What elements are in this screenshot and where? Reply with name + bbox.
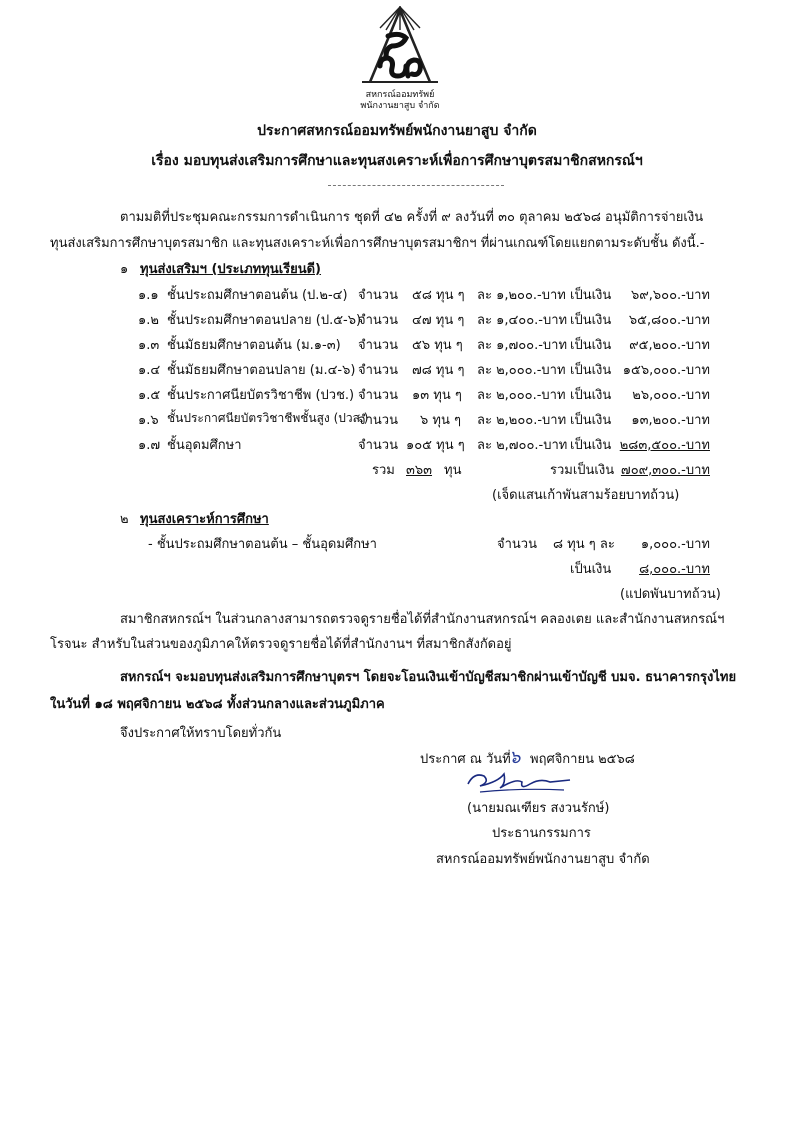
row-total: ๑๓,๒๐๐.-บาท [631, 413, 710, 428]
signer-position: ประธานกรรมการ [492, 826, 591, 841]
row-qty-label: จำนวน [358, 388, 398, 403]
signer-org: สหกรณ์ออมทรัพย์พนักงานยาสูบ จำกัด [436, 852, 650, 867]
s2-rate: ๑,๐๐๐.-บาท [640, 537, 710, 552]
row-level: ชั้นอุดมศึกษา [167, 438, 242, 453]
row-no: ๑.๕ [138, 388, 161, 403]
row-qty: ๕๘ ทุน ๆ [412, 288, 465, 303]
section2-number: ๒ [120, 512, 129, 527]
s2-level: - ชั้นประถมศึกษาตอนต้น – ชั้นอุดมศึกษา [148, 537, 377, 552]
announce-date-rest: พฤศจิกายน ๒๕๖๘ [530, 752, 635, 767]
row-level: ชั้นประกาศนียบัตรวิชาชีพ (ปวช.) [167, 388, 355, 403]
row-no: ๑.๑ [138, 288, 159, 303]
section1-title: ทุนส่งเสริมฯ (ประเภททุนเรียนดี) [140, 262, 322, 277]
signer-name: (นายมณเฑียร สงวนรักษ์) [467, 801, 610, 816]
row-total: ๙๕,๒๐๐.-บาท [629, 338, 710, 353]
s2-qty-label: จำนวน [497, 537, 537, 552]
announce-date-prefix: ประกาศ ณ วันที่ [420, 752, 511, 767]
sum-total-label: รวมเป็นเงิน [550, 463, 615, 478]
para3-line2: ในวันที่ ๑๘ พฤศจิกายน ๒๕๖๘ ทั้งส่วนกลางและส่วนภูมิภาค [50, 697, 385, 712]
sum-total: ๗๐๙,๓๐๐.-บาท [620, 463, 710, 478]
intro-line2: ทุนส่งเสริมการศึกษาบุตรสมาชิก และทุนสงเคราะห์เพื่อการศึกษาบุตรสมาชิกฯ ที่ผ่านเกณฑ์โดยแยกตามระดับชั้น ดังนี้.- [50, 236, 705, 251]
row-no: ๑.๖ [138, 413, 159, 428]
logo-emblem-icon [340, 4, 460, 86]
row-rate: ละ ๒,๒๐๐.-บาท [477, 413, 567, 428]
row-no: ๑.๔ [138, 363, 161, 378]
row-level: ชั้นมัธยมศึกษาตอนปลาย (ม.๔-๖) [167, 363, 356, 378]
sum-label: รวม [372, 463, 395, 478]
row-no: ๑.๗ [138, 438, 161, 453]
announce-date-day: ๖ [509, 747, 521, 768]
intro-line1: ตามมติที่ประชุมคณะกรรมการดำเนินการ ชุดที่ ๔๒ ครั้งที่ ๙ ลงวันที่ ๓๐ ตุลาคม ๒๕๖๘ อนุมัติการจ่ายเงิน [120, 210, 704, 225]
row-total-label: เป็นเงิน [570, 363, 612, 378]
cooperative-logo [340, 4, 460, 111]
row-total-label: เป็นเงิน [570, 338, 612, 353]
row-rate: ละ ๑,๗๐๐.-บาท [477, 338, 568, 353]
row-rate: ละ ๑,๔๐๐.-บาท [477, 313, 568, 328]
subject-line: เรื่อง มอบทุนส่งเสริมการศึกษาและทุนสงเคราะห์เพื่อการศึกษาบุตรสมาชิกสหกรณ์ฯ [151, 153, 643, 169]
row-qty-label: จำนวน [358, 313, 398, 328]
row-rate: ละ ๒,๗๐๐.-บาท [477, 438, 568, 453]
row-no: ๑.๓ [138, 338, 160, 353]
s2-words: (แปดพันบาทถ้วน) [620, 587, 721, 602]
row-total: ๑๕๖,๐๐๐.-บาท [622, 363, 710, 378]
row-total-label: เป็นเงิน [570, 288, 612, 303]
section1-number: ๑ [120, 262, 129, 277]
row-qty: ๗๘ ทุน ๆ [412, 363, 465, 378]
row-total: ๒๘๓,๕๐๐.-บาท [619, 438, 710, 453]
para2-line1: สมาชิกสหกรณ์ฯ ในส่วนกลางสามารถตรวจดูรายชื่อได้ที่สำนักงานสหกรณ์ฯ คลองเตย และสำนักงานสหกรณ์ฯ [120, 612, 725, 627]
row-qty-label: จำนวน [358, 338, 398, 353]
row-qty: ๔๗ ทุน ๆ [412, 313, 465, 328]
s2-qty: ๘ ทุน ๆ ละ [553, 537, 615, 552]
row-qty-label: จำนวน [358, 413, 398, 428]
row-qty: ๖ ทุน ๆ [420, 413, 461, 428]
para3-line1: สหกรณ์ฯ จะมอบทุนส่งเสริมการศึกษาบุตรฯ โดยจะโอนเงินเข้าบัญชีสมาชิกผ่านเข้าบัญชี บมจ. ธนาคารกรุงไทย [120, 670, 737, 685]
row-level: ชั้นประกาศนียบัตรวิชาชีพชั้นสูง (ปวส.) [167, 411, 369, 425]
logo-org-line2: พนักงานยาสูบ จำกัด [360, 101, 440, 111]
page-title: ประกาศสหกรณ์ออมทรัพย์พนักงานยาสูบ จำกัด [257, 123, 537, 139]
section2-title: ทุนสงเคราะห์การศึกษา [140, 512, 269, 527]
para2-line2: โรจนะ สำหรับในส่วนของภูมิภาคให้ตรวจดูรายชื่อได้ที่สำนักงานฯ ที่สมาชิกสังกัดอยู่ [50, 637, 512, 652]
closing-line: จึงประกาศให้ทราบโดยทั่วกัน [120, 726, 282, 741]
sum-qty: ๓๖๓ [406, 463, 433, 478]
row-total-label: เป็นเงิน [570, 438, 612, 453]
sum-qty-unit: ทุน [444, 463, 462, 478]
s2-total: ๘,๐๐๐.-บาท [639, 562, 710, 577]
row-total: ๖๙,๖๐๐.-บาท [631, 288, 710, 303]
row-qty-label: จำนวน [358, 363, 398, 378]
sum-words: (เจ็ดแสนเก้าพันสามร้อยบาทถ้วน) [492, 488, 680, 503]
row-qty: ๑๐๕ ทุน ๆ [406, 438, 465, 453]
row-level: ชั้นประถมศึกษาตอนต้น (ป.๒-๔) [167, 288, 348, 303]
row-level: ชั้นประถมศึกษาตอนปลาย (ป.๕-๖) [167, 313, 362, 328]
row-qty: ๑๓ ทุน ๆ [412, 388, 462, 403]
handwritten-signature [460, 764, 580, 798]
row-rate: ละ ๒,๐๐๐.-บาท [477, 363, 566, 378]
row-no: ๑.๒ [138, 313, 159, 328]
row-qty-label: จำนวน [358, 288, 398, 303]
row-qty-label: จำนวน [358, 438, 398, 453]
row-total: ๒๖,๐๐๐.-บาท [632, 388, 710, 403]
row-rate: ละ ๒,๐๐๐.-บาท [477, 388, 566, 403]
row-total-label: เป็นเงิน [570, 313, 612, 328]
row-total-label: เป็นเงิน [570, 413, 612, 428]
row-level: ชั้นมัธยมศึกษาตอนต้น (ม.๑-๓) [167, 338, 341, 353]
s2-total-label: เป็นเงิน [570, 562, 612, 577]
header-divider [328, 185, 504, 186]
row-total: ๖๕,๘๐๐.-บาท [628, 313, 710, 328]
row-rate: ละ ๑,๒๐๐.-บาท [477, 288, 566, 303]
row-qty: ๕๖ ทุน ๆ [412, 338, 463, 353]
row-total-label: เป็นเงิน [570, 388, 612, 403]
logo-org-line1: สหกรณ์ออมทรัพย์ [365, 90, 435, 100]
